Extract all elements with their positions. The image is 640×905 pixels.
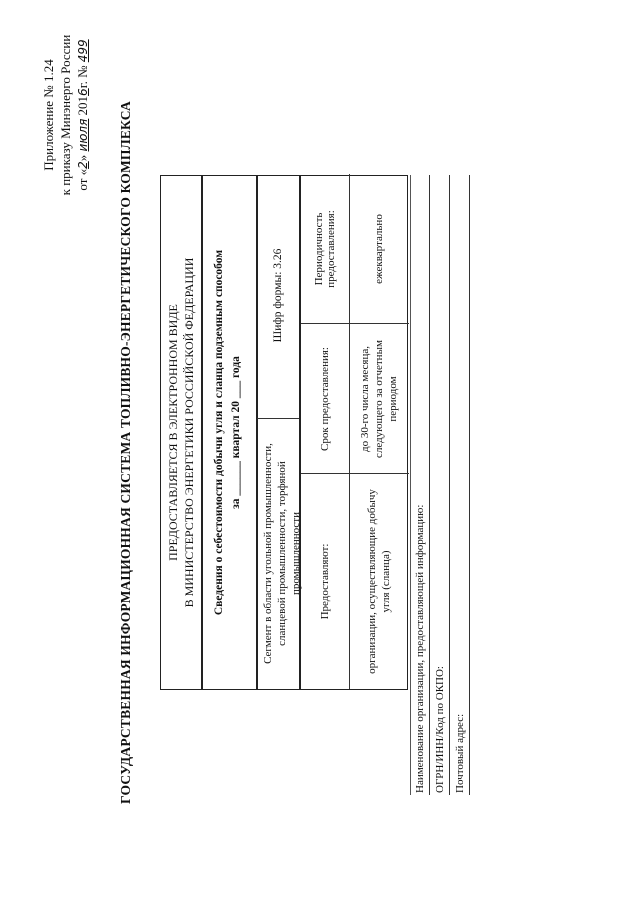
- header-periodicity: Периодичность предоставления:: [313, 210, 337, 288]
- annex-line1: Приложение № 1.24: [41, 59, 56, 171]
- date-suffix: г. №: [75, 62, 90, 89]
- annex-reference: [40, 25, 92, 205]
- date-mid2: 201: [75, 95, 90, 119]
- report-line1: Сведения о себестоимости добычи угля и сланца подземным способом: [213, 249, 225, 616]
- cell-submitters: организации, осуществляющие добычу угля (сланца): [366, 489, 392, 674]
- report-line2: за ______ квартал 20 ___ года: [230, 356, 242, 509]
- cell-periodicity: ежеквартально: [373, 214, 385, 284]
- date-mid1: »: [75, 151, 90, 162]
- date-prefix: от «: [75, 168, 90, 191]
- ministry-box: [160, 175, 202, 690]
- field-org-name: Наименование организации, предоставляющей информацию:: [410, 175, 430, 795]
- ministry-line2: В МИНИСТЕРСТВО ЭНЕРГЕТИКИ РОССИЙСКОЙ ФЕДЕРАЦИИ: [182, 257, 196, 608]
- date-year-digit: 6: [76, 88, 90, 96]
- field-ogrn: ОГРН/ИНН/Код по ОКПО:: [430, 175, 450, 795]
- table-column-divider: [301, 473, 409, 474]
- form-code: Шифр формы: 3.26: [257, 173, 299, 419]
- order-number: 499: [76, 39, 90, 63]
- main-title: ГОСУДАРСТВЕННАЯ ИНФОРМАЦИОННАЯ СИСТЕМА ТОПЛИВНО-ЭНЕРГЕТИЧЕСКОГО КОМПЛЕКСА: [118, 101, 133, 804]
- segment-box: [256, 175, 300, 690]
- annex-line2: к приказу Минэнерго России: [58, 34, 73, 196]
- date-month: июля: [76, 118, 90, 152]
- field-address: Почтовый адрес:: [450, 175, 470, 795]
- header-submitters: Предоставляют:: [319, 543, 331, 620]
- ministry-line1: ПРЕДОСТАВЛЯЕТСЯ В ЭЛЕКТРОННОМ ВИДЕ: [166, 304, 180, 561]
- table-column-divider: [301, 323, 409, 324]
- cell-deadline: до 30-го числа месяца, следующего за отчетным периодом: [359, 340, 399, 458]
- date-day: 2: [76, 161, 90, 169]
- submission-table: [300, 175, 408, 690]
- report-title-box: [202, 175, 258, 690]
- segment-text: Сегмент в области угольной промышленности, сланцевой промышленности, торфяной промышленности: [262, 443, 302, 664]
- annex-date: [74, 25, 92, 205]
- header-deadline: Срок предоставления:: [319, 347, 331, 451]
